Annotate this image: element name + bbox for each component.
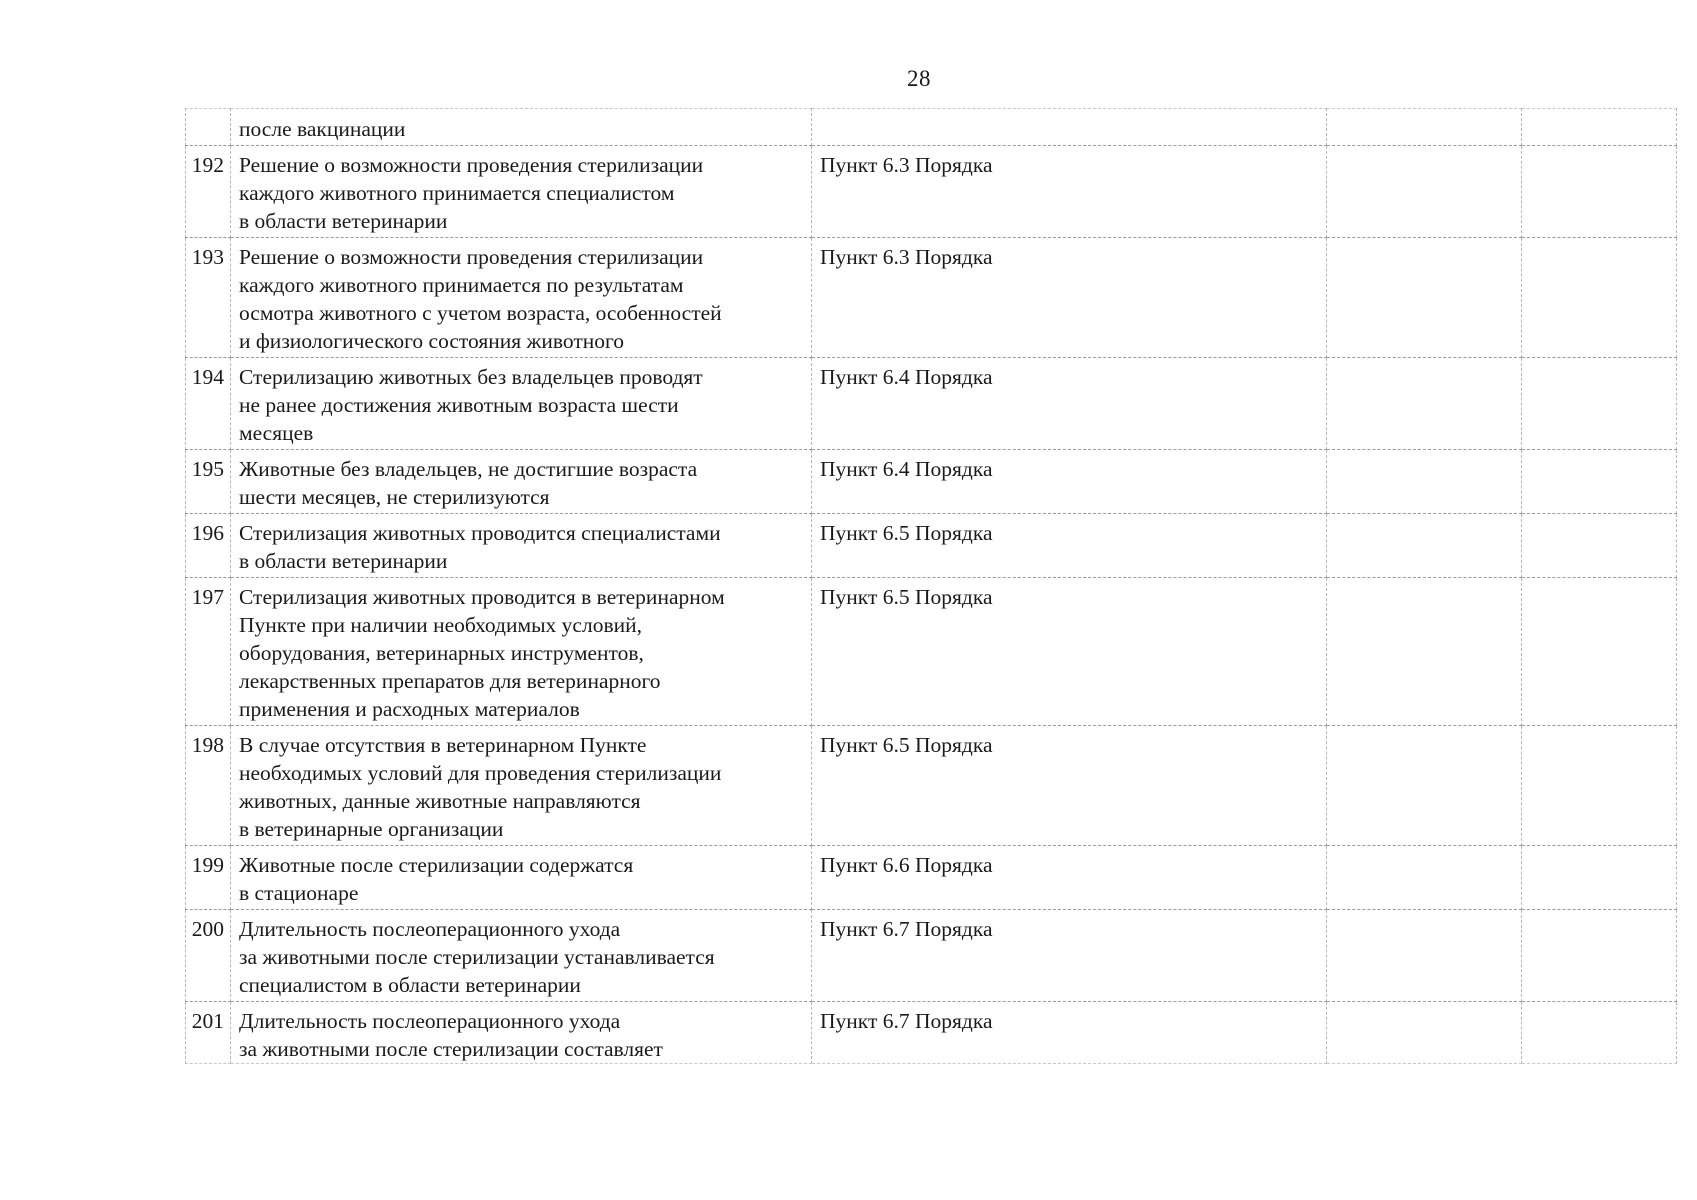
- requirement-text: Животные без владельцев, не достигшие возраста шести месяцев, не стерилизуются: [231, 450, 812, 514]
- requirement-text: Стерилизация животных проводится специалистами в области ветеринарии: [231, 514, 812, 578]
- reference-cell: Пункт 6.7 Порядка: [812, 910, 1327, 1002]
- empty-cell: [1327, 578, 1522, 726]
- empty-cell: [1327, 1002, 1522, 1064]
- table-row: [186, 358, 1677, 450]
- reference-cell: Пункт 6.4 Порядка: [812, 450, 1327, 514]
- requirements-table: [185, 108, 1677, 1064]
- row-number: 199: [186, 846, 231, 910]
- empty-cell: [1522, 514, 1677, 578]
- row-number: 194: [186, 358, 231, 450]
- empty-cell: [1522, 846, 1677, 910]
- table-row: [186, 910, 1677, 1002]
- row-number: 195: [186, 450, 231, 514]
- row-number: 192: [186, 146, 231, 238]
- empty-cell: [1522, 578, 1677, 726]
- row-number: 200: [186, 910, 231, 1002]
- table-row: [186, 238, 1677, 358]
- empty-cell: [1522, 450, 1677, 514]
- requirement-text: Стерилизацию животных без владельцев проводят не ранее достижения животным возраста шести месяцев: [231, 358, 812, 450]
- empty-cell: [1522, 146, 1677, 238]
- empty-cell: [1522, 358, 1677, 450]
- empty-cell: [1327, 358, 1522, 450]
- reference-cell: [812, 109, 1327, 146]
- reference-cell: Пункт 6.5 Порядка: [812, 514, 1327, 578]
- requirement-text: В случае отсутствия в ветеринарном Пункте необходимых условий для проведения стерилизации животных, данные животные направляются в ветеринарные организации: [231, 726, 812, 846]
- row-number: 198: [186, 726, 231, 846]
- empty-cell: [1327, 514, 1522, 578]
- table-row: [186, 514, 1677, 578]
- requirement-text: Решение о возможности проведения стерилизации каждого животного принимается по результатам осмотра животного с учетом возраста, особенностей и физиологического состояния животного: [231, 238, 812, 358]
- requirement-text: Длительность послеоперационного ухода за животными после стерилизации устанавливается специалистом в области ветеринарии: [231, 910, 812, 1002]
- table-row: [186, 578, 1677, 726]
- empty-cell: [1522, 910, 1677, 1002]
- table-row: [186, 109, 1677, 146]
- reference-cell: Пункт 6.7 Порядка: [812, 1002, 1327, 1064]
- reference-cell: Пункт 6.3 Порядка: [812, 238, 1327, 358]
- empty-cell: [1522, 109, 1677, 146]
- reference-cell: Пункт 6.4 Порядка: [812, 358, 1327, 450]
- empty-cell: [1522, 726, 1677, 846]
- empty-cell: [1522, 238, 1677, 358]
- empty-cell: [1327, 846, 1522, 910]
- empty-cell: [1327, 910, 1522, 1002]
- row-number: 201: [186, 1002, 231, 1064]
- table-row: [186, 846, 1677, 910]
- empty-cell: [1327, 146, 1522, 238]
- reference-cell: Пункт 6.3 Порядка: [812, 146, 1327, 238]
- row-number: 196: [186, 514, 231, 578]
- reference-cell: Пункт 6.6 Порядка: [812, 846, 1327, 910]
- table-row: [186, 1002, 1677, 1064]
- reference-cell: Пункт 6.5 Порядка: [812, 726, 1327, 846]
- empty-cell: [1327, 726, 1522, 846]
- requirement-text: после вакцинации: [231, 109, 812, 146]
- requirement-text: Решение о возможности проведения стерилизации каждого животного принимается специалистом в области ветеринарии: [231, 146, 812, 238]
- reference-cell: Пункт 6.5 Порядка: [812, 578, 1327, 726]
- empty-cell: [1522, 1002, 1677, 1064]
- page-number: 28: [907, 66, 931, 91]
- table-row: [186, 726, 1677, 846]
- table-row: [186, 146, 1677, 238]
- table-row: [186, 450, 1677, 514]
- requirement-text: Стерилизация животных проводится в ветеринарном Пункте при наличии необходимых условий, оборудования, ветеринарных инструментов, лекарственных препаратов для ветеринарного применения и расходных материалов: [231, 578, 812, 726]
- requirement-text: Животные после стерилизации содержатся в стационаре: [231, 846, 812, 910]
- empty-cell: [1327, 450, 1522, 514]
- row-number: [186, 109, 231, 146]
- requirement-text: Длительность послеоперационного ухода за животными после стерилизации составляет: [231, 1002, 812, 1064]
- empty-cell: [1327, 238, 1522, 358]
- row-number: 193: [186, 238, 231, 358]
- empty-cell: [1327, 109, 1522, 146]
- row-number: 197: [186, 578, 231, 726]
